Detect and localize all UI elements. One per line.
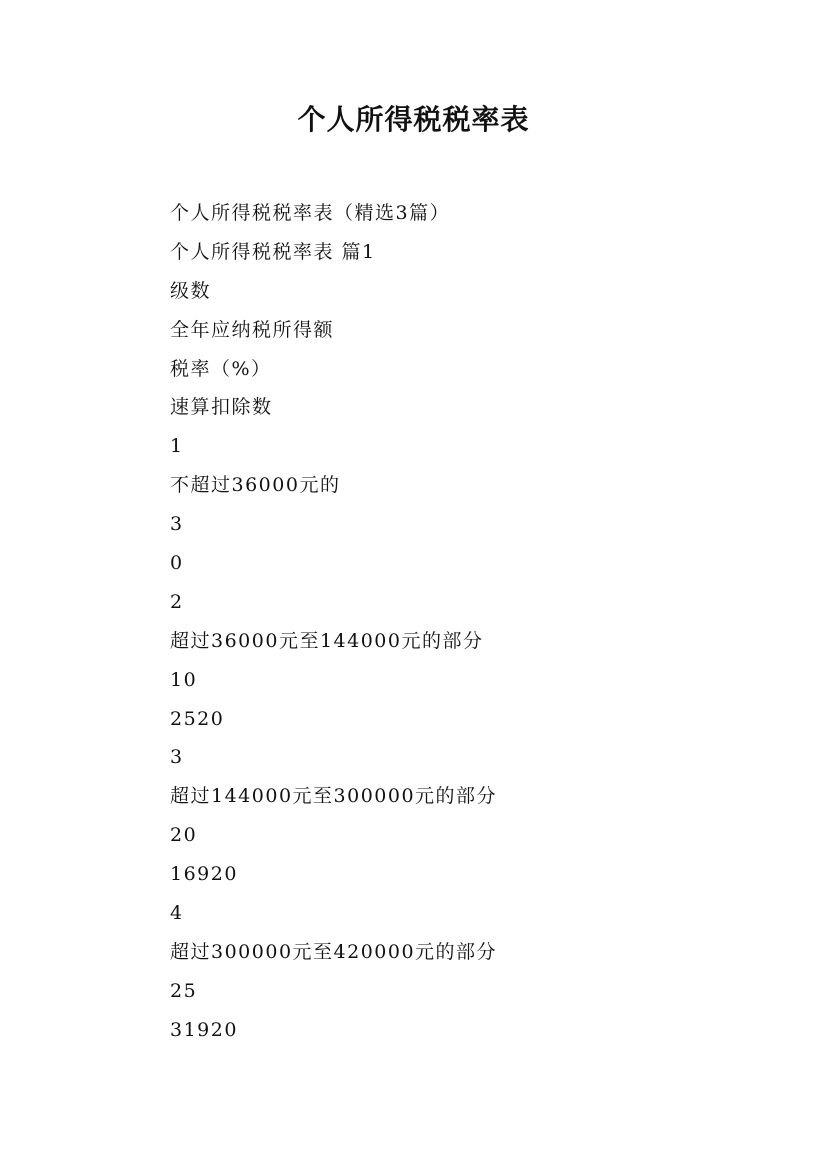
body-line: 1 [170, 435, 184, 458]
body-line: 税率（%） [170, 357, 272, 380]
body-line: 25 [170, 979, 198, 1002]
document-title: 个人所得税税率表 [297, 103, 530, 136]
body-line: 2 [170, 590, 184, 613]
body-line: 2520 [170, 707, 225, 730]
body-line: 超过144000元至300000元的部分 [170, 785, 498, 808]
body-line: 速算扣除数 [170, 396, 273, 419]
body-line: 20 [170, 824, 198, 847]
body-line: 4 [170, 902, 184, 925]
body-line: 31920 [170, 1018, 238, 1041]
body-line: 个人所得税税率表（精选3篇） [170, 202, 451, 224]
body-line: 不超过36000元的 [170, 474, 341, 497]
body-line: 超过36000元至144000元的部分 [170, 629, 484, 652]
body-line: 0 [170, 552, 184, 575]
document-body [170, 194, 770, 1050]
body-line: 3 [170, 746, 184, 769]
body-line: 3 [170, 513, 184, 536]
body-line: 级数 [170, 279, 212, 302]
body-line: 全年应纳税所得额 [170, 318, 335, 341]
body-line: 16920 [170, 863, 238, 886]
body-line: 个人所得税税率表 篇1 [170, 240, 376, 263]
body-line: 10 [170, 668, 198, 691]
body-line: 超过300000元至420000元的部分 [170, 940, 498, 963]
